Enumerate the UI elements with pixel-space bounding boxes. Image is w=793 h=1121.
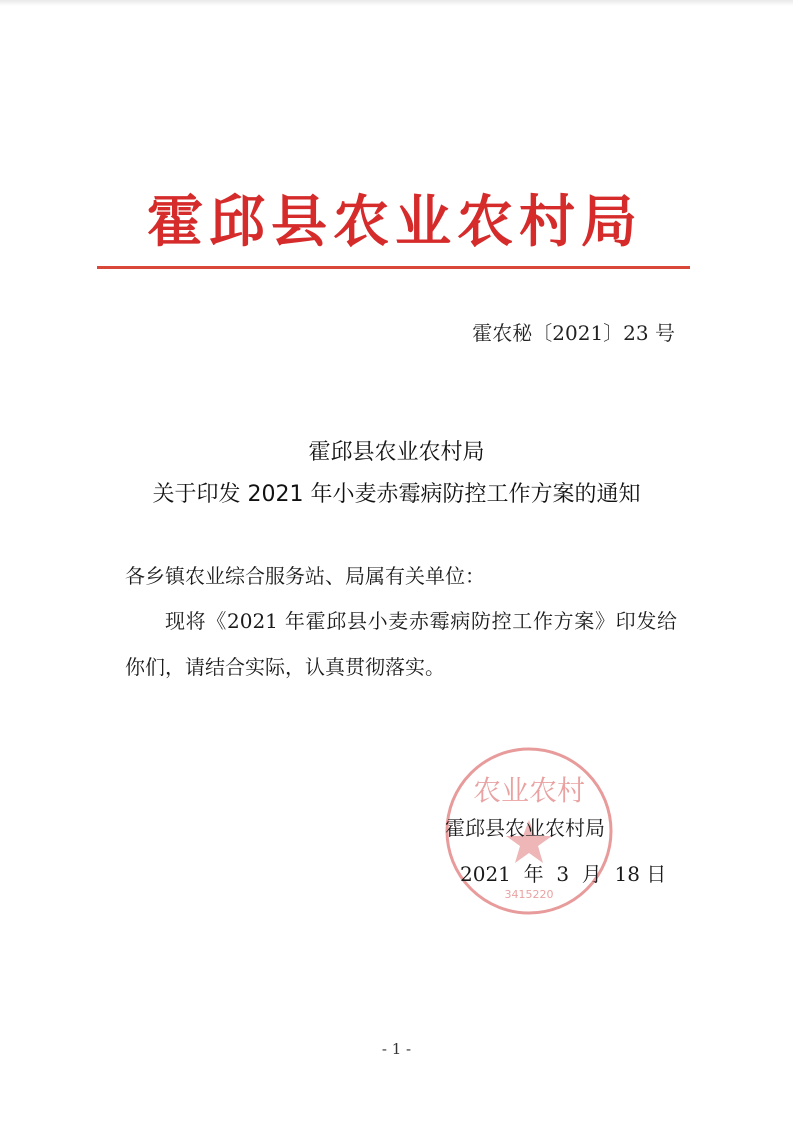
- svg-text:3415220: 3415220: [504, 888, 554, 901]
- document-title: [100, 432, 693, 516]
- document-number: 霍农秘〔2021〕23 号: [472, 321, 675, 345]
- title-line-2: 关于印发 2021 年小麦赤霉病防控工作方案的通知: [152, 482, 641, 507]
- salutation: 各乡镇农业综合服务站、局属有关单位：: [125, 564, 485, 588]
- page-number: - 1 -: [381, 1040, 412, 1058]
- letterhead-red-rule: [97, 266, 690, 269]
- signature-date: 2021 年 3 月 18 日: [460, 862, 667, 886]
- body-paragraph: 现将《2021 年霍邱县小麦赤霉病防控工作方案》印发给你们，请结合实际，认真贯彻落实。: [125, 609, 677, 679]
- signature-org: 霍邱县农业农村局: [445, 816, 605, 840]
- scan-edge-shadow: [0, 0, 793, 6]
- title-line-1: 霍邱县农业农村局: [308, 440, 485, 465]
- svg-text:农业农村: 农业农村: [472, 774, 586, 807]
- letterhead-title: 霍邱县农业农村局: [147, 190, 643, 255]
